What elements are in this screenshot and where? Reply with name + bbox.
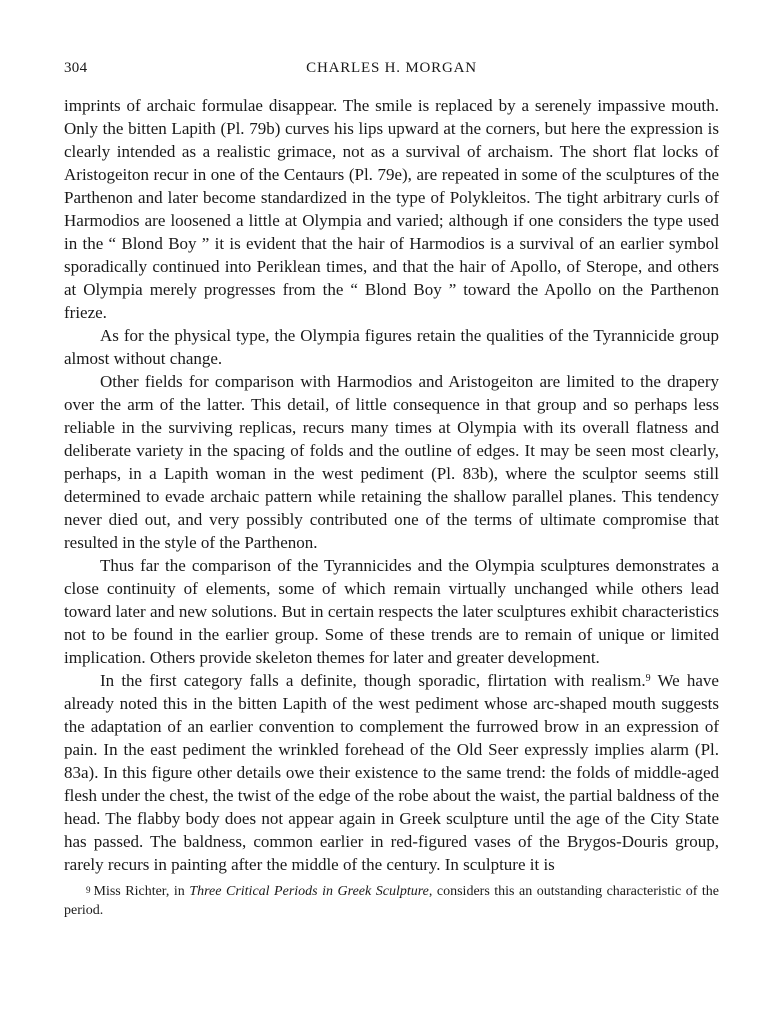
page-header [64, 60, 719, 82]
footnote-reference: 9 [645, 673, 651, 684]
footnote-text-after: , considers this an outstanding characteristic of the period. [64, 884, 720, 918]
paragraph-5 [64, 669, 719, 876]
footnote-9 [64, 882, 719, 920]
footnote-mark: 9 [86, 885, 91, 895]
page-number: 304 [64, 60, 88, 76]
footnote-text-before: Miss Richter, in [93, 884, 190, 899]
paragraph-5-lead: In the first category falls a definite, though sporadic, flirtation with realism. [100, 671, 646, 690]
paragraph-2: As for the physical type, the Olympia figures retain the qualities of the Tyrannicide group almost without change. [64, 326, 719, 368]
paragraph-4: Thus far the comparison of the Tyrannicides and the Olympia sculptures demonstrates a close continuity of elements, some of which remain virtually unchanged while others lead toward later and new solutions. But in certain respects the later sculptures exhibit characteristics not to be found in the earlier group. Some of these trends are to remain of unique or limited implication. Others provide skeleton themes for later and greater development. [64, 556, 719, 667]
document-page [64, 60, 719, 920]
footnote-cited-title: Three Critical Periods in Greek Sculpture [189, 884, 429, 899]
body-text [64, 94, 719, 876]
paragraph-3: Other fields for comparison with Harmodios and Aristogeiton are limited to the drapery over the arm of the latter. This detail, of little consequence in that group and so perhaps less reliable in the surviving replicas, recurs many times at Olympia with its overall flatness and deliberate variety in the spacing of folds and the outline of edges. It may be seen most clearly, perhaps, in a Lapith woman in the west pediment (Pl. 83b), where the sculptor seems still determined to evade archaic pattern while retaining the shallow parallel planes. This tendency never died out, and very possibly contributed one of the terms of ultimate compromise that resulted in the style of the Parthenon. [64, 372, 719, 552]
running-head: CHARLES H. MORGAN [306, 60, 477, 76]
paragraph-5-rest: We have already noted this in the bitten Lapith of the west pediment whose arc-shaped mouth suggests the adaptation of an earlier convention to complement the furrowed brow in an expression of pain. In the east pediment the wrinkled forehead of the Old Seer expressly implies alarm (Pl. 83a). In this figure other details owe their existence to the same trend: the folds of middle-aged flesh under the chest, the twist of the edge of the robe about the waist, the partial baldness of the head. The flabby body does not appear again in Greek sculpture until the age of the City State has passed. The baldness, common earlier in red-figured vases of the Brygos-Douris group, rarely recurs in painting after the middle of the century. In sculpture it is [64, 671, 719, 874]
paragraph-1: imprints of archaic formulae disappear. The smile is replaced by a serenely impassive mouth. Only the bitten Lapith (Pl. 79b) curves his lips upward at the corners, but here the expression is clearly intended as a realistic grimace, not as a survival of archaism. The short flat locks of Aristogeiton recur in one of the Centaurs (Pl. 79e), are repeated in some of the sculptures of the Parthenon and later become standardized in the type of Polykleitos. The tight arbitrary curls of Harmodios are loosened a little at Olympia and varied; although if one considers the type used in the “ Blond Boy ” it is evident that the hair of Harmodios is a survival of an earlier symbol sporadically continued into Periklean times, and that the hair of Apollo, of Sterope, and others at Olympia merely progresses from the “ Blond Boy ” toward the Apollo on the Parthenon frieze. [64, 96, 719, 322]
footnotes [64, 882, 719, 920]
